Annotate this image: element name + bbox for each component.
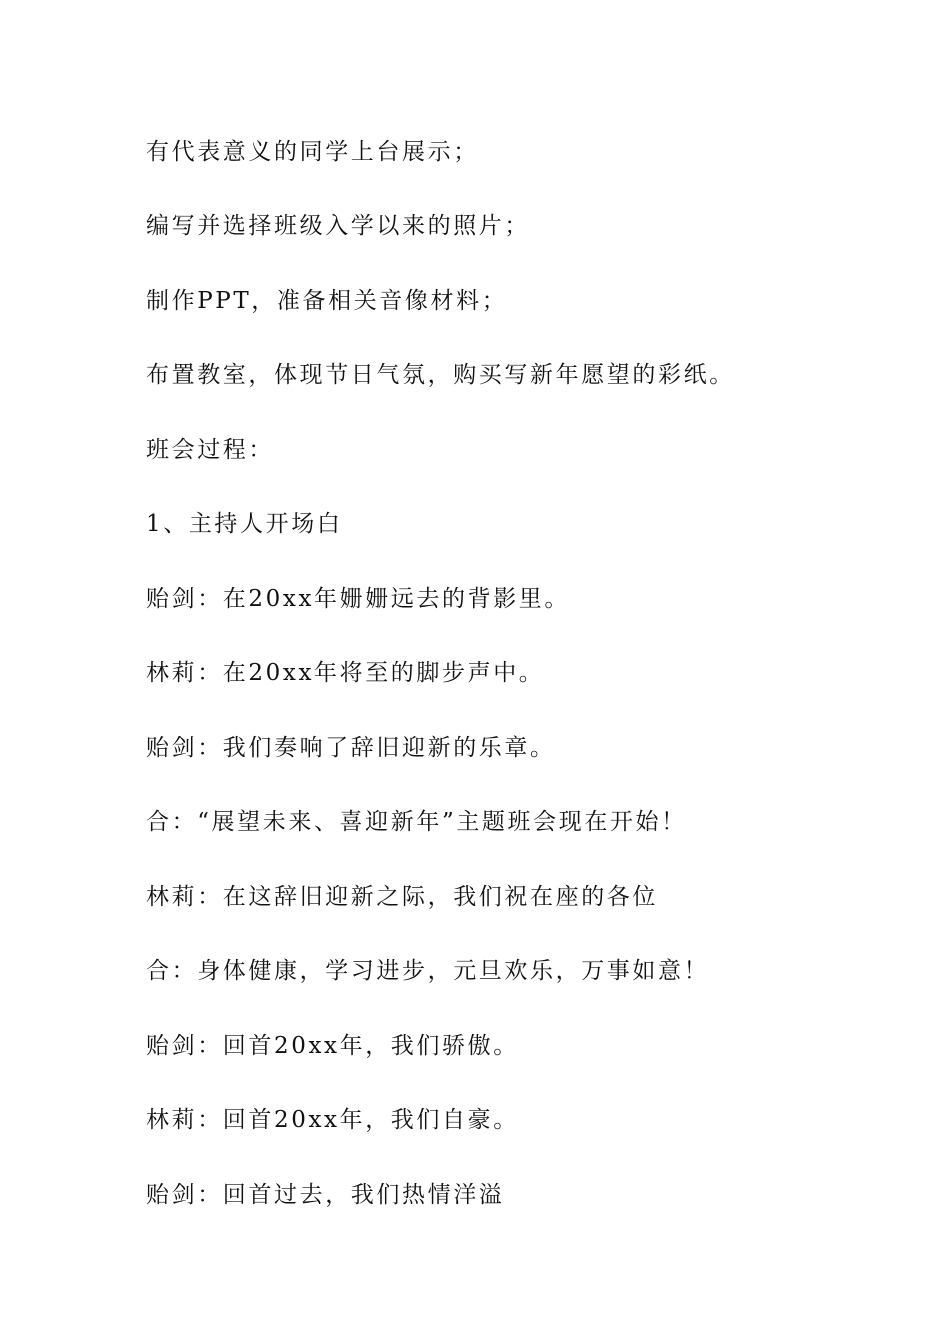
dialogue-line: 合：“展望未来、喜迎新年”主题班会现在开始！ [146, 809, 687, 835]
dialogue-line: 林莉：在20xx年将至的脚步声中。 [146, 660, 545, 686]
dialogue-line: 贻剑：回首20xx年，我们骄傲。 [146, 1033, 519, 1059]
dialogue-line: 贻剑：在20xx年姗姗远去的背影里。 [146, 586, 571, 612]
text-line: 编写并选择班级入学以来的照片； [146, 213, 530, 239]
dialogue-line: 贻剑：回首过去，我们热情洋溢 [146, 1182, 505, 1208]
text-line: 有代表意义的同学上台展示； [146, 139, 479, 165]
dialogue-line: 林莉：在这辞旧迎新之际，我们祝在座的各位 [146, 884, 658, 910]
section-subheading: 1、主持人开场白 [146, 511, 343, 537]
dialogue-line: 贻剑：我们奏响了辞旧迎新的乐章。 [146, 735, 556, 761]
section-heading: 班会过程： [146, 437, 274, 463]
dialogue-line: 合：身体健康，学习进步，元旦欢乐，万事如意！ [146, 958, 710, 984]
text-line: 制作PPT，准备相关音像材料； [146, 288, 508, 314]
text-line: 布置教室，体现节日气氛，购买写新年愿望的彩纸。 [146, 362, 735, 388]
dialogue-line: 林莉：回首20xx年，我们自豪。 [146, 1107, 519, 1133]
